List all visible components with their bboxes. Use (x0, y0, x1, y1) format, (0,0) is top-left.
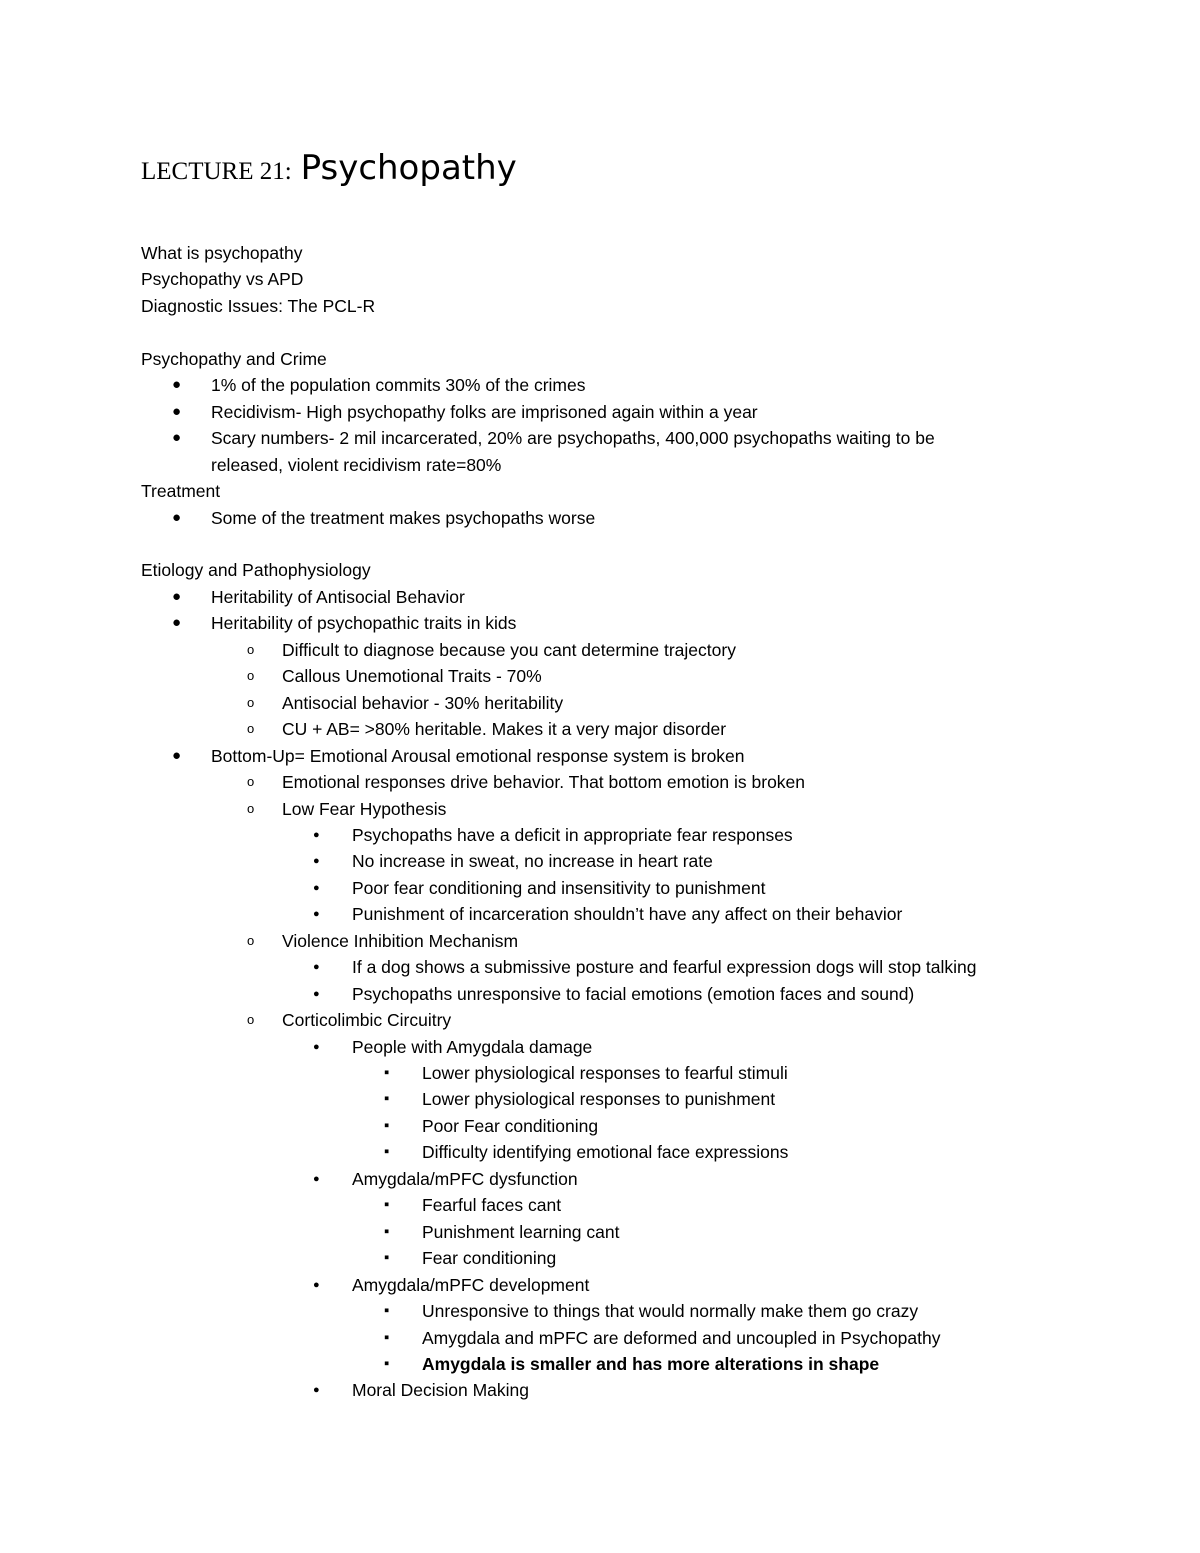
line-text: 1% of the population commits 30% of the crimes (211, 375, 586, 396)
disc-bullet-icon: ● (172, 587, 182, 605)
square-bullet-icon: ▪ (384, 1196, 390, 1214)
square-bullet-icon: ▪ (384, 1143, 390, 1161)
line-text: Violence Inhibition Mechanism (282, 930, 519, 951)
line-text: Treatment (141, 481, 221, 501)
line-text: Callous Unemotional Traits - 70% (282, 666, 542, 687)
line-text: Heritability of Antisocial Behavior (211, 586, 465, 607)
line-text: Punishment learning cant (422, 1221, 620, 1242)
line-text: Etiology and Pathophysiology (141, 560, 371, 581)
page-title (141, 148, 517, 188)
line-text: Lower physiological responses to punishment (422, 1089, 776, 1110)
disc-bullet-icon: ● (313, 987, 320, 1000)
line-text: Amygdala/mPFC development (352, 1274, 590, 1295)
circle-bullet-icon: o (247, 1012, 255, 1028)
title-prefix: LECTURE 21: (141, 158, 292, 185)
circle-bullet-icon: o (247, 932, 255, 948)
line-text: Heritability of psychopathic traits in kids (211, 613, 517, 634)
disc-bullet-icon: ● (172, 508, 182, 526)
line-text: Unresponsive to things that would normally make them go crazy (422, 1301, 919, 1321)
square-bullet-icon: ▪ (384, 1222, 390, 1240)
line-text: Psychopaths unresponsive to facial emotions (emotion faces and sound) (352, 983, 915, 1004)
square-bullet-icon: ▪ (384, 1249, 390, 1267)
line-text: Antisocial behavior - 30% heritability (282, 692, 564, 713)
disc-bullet-icon: ● (313, 1172, 320, 1185)
disc-bullet-icon: ● (313, 961, 320, 974)
line-text: If a dog shows a submissive posture and fearful expression dogs will stop talking (352, 957, 977, 978)
square-bullet-icon: ▪ (384, 1090, 390, 1108)
title-main: Psychopathy (300, 148, 517, 188)
line-text: Psychopathy and Crime (141, 348, 327, 369)
circle-bullet-icon: o (247, 668, 255, 684)
line-text: Punishment of incarceration shouldn’t have any affect on their behavior (352, 904, 903, 925)
line-text: No increase in sweat, no increase in heart rate (352, 851, 713, 872)
square-bullet-icon: ▪ (384, 1302, 390, 1319)
line-text: Low Fear Hypothesis (282, 798, 447, 819)
square-bullet-icon: ▪ (384, 1116, 390, 1134)
line-text: Difficult to diagnose because you cant determine trajectory (282, 639, 736, 660)
disc-bullet-icon: ● (172, 614, 182, 632)
disc-bullet-icon: ● (313, 908, 320, 921)
line-text: Poor fear conditioning and insensitivity to punishment (352, 877, 766, 898)
line-text: Poor Fear conditioning (422, 1115, 599, 1136)
line-text: Corticolimbic Circuitry (282, 1010, 452, 1031)
line-text: Diagnostic Issues: The PCL-R (141, 295, 376, 316)
square-bullet-icon: ▪ (384, 1064, 390, 1081)
square-bullet-icon: ▪ (384, 1328, 390, 1346)
disc-bullet-icon: ● (313, 1040, 320, 1053)
disc-bullet-icon: ● (172, 376, 182, 394)
circle-bullet-icon: o (247, 694, 255, 710)
line-text: released, violent recidivism rate=80% (211, 454, 502, 475)
disc-bullet-icon: ● (313, 1278, 320, 1291)
line-text: Psychopathy vs APD (141, 269, 304, 290)
circle-bullet-icon: o (247, 774, 255, 789)
disc-bullet-icon: ● (172, 429, 182, 447)
line-text: Amygdala and mPFC are deformed and uncoupled in Psychopathy (422, 1327, 941, 1348)
line-text: Psychopaths have a deficit in appropriate fear responses (352, 824, 793, 845)
line-text: Fearful faces cant (422, 1195, 562, 1216)
line-text: Some of the treatment makes psychopaths worse (211, 507, 596, 528)
disc-bullet-icon: ● (313, 1384, 320, 1397)
line-text: Scary numbers- 2 mil incarcerated, 20% are psychopaths, 400,000 psychopaths waiting to be (211, 428, 935, 449)
line-text: Difficulty identifying emotional face expressions (422, 1142, 789, 1163)
line-text: Bottom-Up= Emotional Arousal emotional response system is broken (211, 745, 745, 766)
line-text: What is psychopathy (141, 243, 303, 263)
line-text: Lower physiological responses to fearful stimuli (422, 1063, 788, 1083)
disc-bullet-icon: ● (172, 746, 182, 764)
line-text: CU + AB= >80% heritable. Makes it a very major disorder (282, 719, 727, 740)
disc-bullet-icon: ● (313, 855, 320, 868)
disc-bullet-icon: ● (313, 881, 320, 894)
disc-bullet-icon: ● (313, 828, 320, 841)
line-text: Amygdala/mPFC dysfunction (352, 1168, 578, 1189)
circle-bullet-icon: o (247, 641, 255, 657)
circle-bullet-icon: o (247, 800, 255, 816)
line-text: Fear conditioning (422, 1248, 557, 1269)
line-text: Amygdala is smaller and has more alterations in shape (422, 1353, 880, 1374)
line-text: Recidivism- High psychopathy folks are imprisoned again within a year (211, 401, 758, 422)
line-text: Emotional responses drive behavior. That bottom emotion is broken (282, 772, 806, 792)
disc-bullet-icon: ● (172, 402, 182, 420)
square-bullet-icon: ▪ (384, 1354, 390, 1372)
circle-bullet-icon: o (247, 721, 255, 737)
line-text: Moral Decision Making (352, 1380, 530, 1401)
line-text: People with Amygdala damage (352, 1036, 593, 1057)
